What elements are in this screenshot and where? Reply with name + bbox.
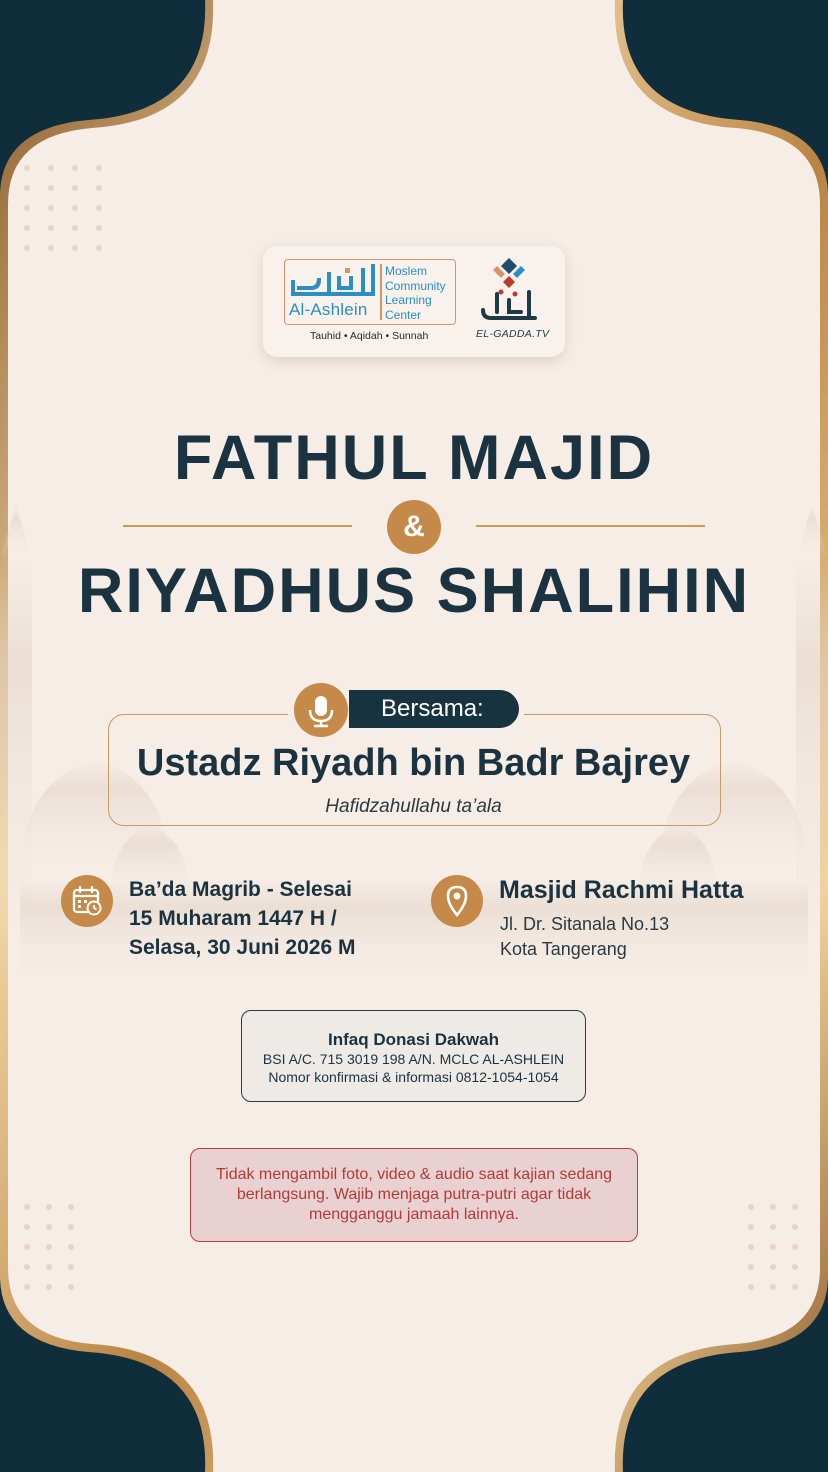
venue-name: Masjid Rachmi Hatta — [499, 876, 744, 904]
rules-notice-text: Tidak mengambil foto, video & audio saat kajian sedang berlangsung. Wajib menjaga putra-putri agar tidak mengganggu jamaah lainnya. — [215, 1166, 613, 1223]
speaker-name: Ustadz Riyadh bin Badr Bajrey — [136, 742, 691, 784]
elgadda-arabic-logo-icon — [477, 286, 541, 322]
schedule-hijri-date: 15 Muharam 1447 H / — [129, 907, 337, 930]
schedule-gregorian-date: Selasa, 30 Juni 2026 M — [129, 936, 356, 959]
logo-divider — [380, 264, 382, 320]
elgadda-leaf-icon — [491, 256, 527, 290]
donation-box — [241, 1010, 586, 1102]
schedule-time: Ba’da Magrib - Selesai — [129, 878, 352, 901]
alashlein-name: Al-Ashlein — [289, 300, 368, 319]
rules-notice — [190, 1148, 638, 1242]
location-pin-icon — [431, 875, 483, 927]
title-line-1: FATHUL MAJID — [173, 423, 655, 493]
donation-title: Infaq Donasi Dakwah — [328, 1030, 499, 1049]
title-divider-left — [123, 525, 352, 527]
dots-decoration-top-left — [24, 165, 102, 251]
calendar-icon — [61, 875, 113, 927]
logo-card — [263, 246, 565, 357]
venue-address: Jl. Dr. Sitanala No.13 Kota Tangerang — [500, 914, 670, 959]
speaker-intro-label: Bersama: — [349, 690, 519, 728]
microphone-icon — [294, 683, 348, 737]
donation-account: BSI A/C. 715 3019 198 A/N. MCLC AL-ASHLEIN — [262, 1051, 565, 1067]
title-divider-right — [476, 525, 705, 527]
dots-decoration-bottom-right — [748, 1204, 798, 1290]
elgadda-name: EL-GADDA.TV — [476, 328, 550, 340]
ampersand-badge: & — [387, 500, 441, 554]
title-line-2: RIYADHUS SHALIHIN — [77, 556, 751, 626]
alashlein-logo — [284, 259, 456, 325]
speaker-honorific: Hafidzahullahu ta’ala — [325, 796, 502, 817]
alashlein-tagline: Tauhid • Aqidah • Sunnah — [310, 330, 429, 342]
dots-decoration-bottom-left — [24, 1204, 74, 1290]
donation-contact: Nomor konfirmasi & informasi 0812-1054-1054 — [268, 1069, 559, 1085]
alashlein-subtitle: Moslem Community Learning Center — [385, 264, 446, 322]
alashlein-arabic-logo-icon — [289, 264, 377, 300]
